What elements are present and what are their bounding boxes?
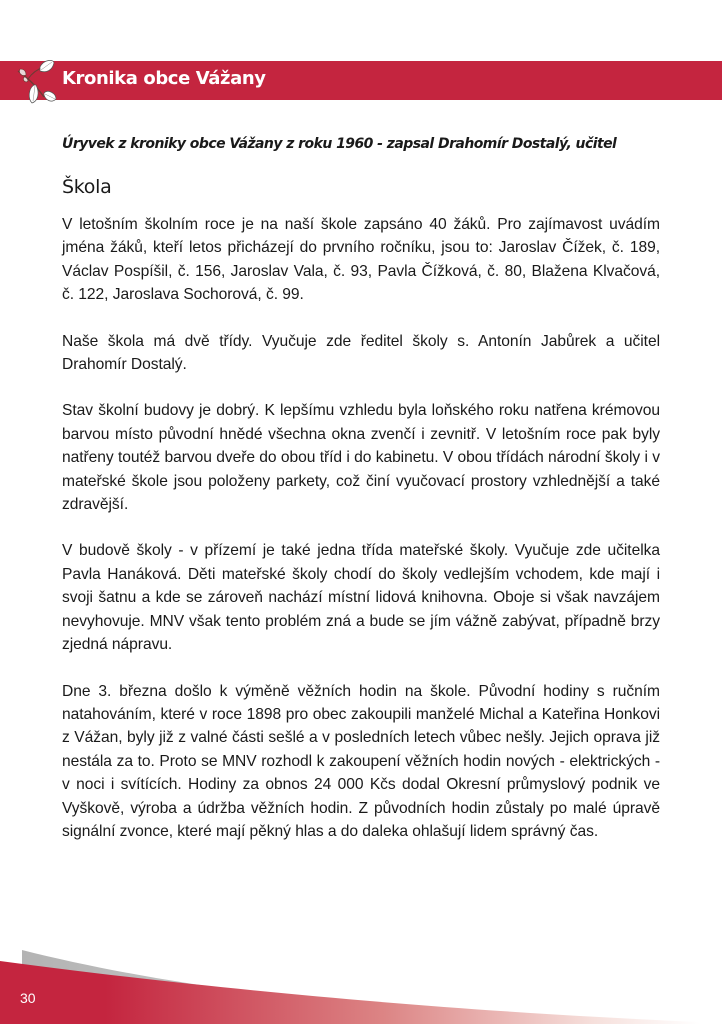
header-title: Kronika obce Vážany bbox=[62, 68, 266, 89]
header-bar bbox=[0, 61, 722, 100]
birch-branch-icon bbox=[14, 57, 58, 105]
article-paragraph: Naše škola má dvě třídy. Vyučuje zde ředitel školy s. Antonín Jabůrek a učitel Drahomír Dostalý. bbox=[62, 332, 660, 374]
article-subtitle: Úryvek z kroniky obce Vážany z roku 1960 - zapsal Drahomír Dostalý, učitel bbox=[62, 136, 617, 152]
article-paragraph: V budově školy - v přízemí je také jedna třída mateřské školy. Vyučuje zde učitelka Pavla Hanáková. Děti mateřské školy chodí do školy vedlejším vchodem, kde mají i svoji šatnu a kde se zároveň nachází místní lidová knihovna. Oboje si však navzájem nevyhovuje. MNV však tento problém zná a bude se jím vážně zabývat, případně brzy zjedná nápravu. bbox=[62, 542, 660, 654]
article-paragraph: Dne 3. března došlo k výměně věžních hodin na škole. Původní hodiny s ručním natahováním, které v roce 1898 pro obec zakoupili manželé Michal a Kateřina Honkovi z Vážan, byly již z valné části sešlé a v posledních letech vůbec nešly. Jejich oprava již nestála za to. Proto se MNV rozhodl k zakoupení věžních hodin nových - elektrických - v noci i svítících. Hodiny za obnos 24 000 Kčs dodal Okresní průmyslový podnik ve Vyškově, výroba a údržba věžních hodin. Z původních hodin zůstaly po malé úpravě signální zvonce, které mají pěkný hlas a do daleka ohlašují lidem správný čas. bbox=[62, 682, 660, 840]
page-number: 30 bbox=[20, 990, 36, 1006]
article-heading: Škola bbox=[62, 176, 112, 198]
article-paragraph: V letošním školním roce je na naší škole zapsáno 40 žáků. Pro zajímavost uvádím jména žáků, kteří letos přicházejí do prvního ročníku, jsou to: Jaroslav Čížek, č. 189, Václav Pospíšil, č. 156, Jaroslav Vala, č. 93, Pavla Čížková, č. 80, Blažena Klvačová, č. 122, Jaroslava Sochorová, č. 99. bbox=[62, 216, 660, 304]
article-paragraph: Stav školní budovy je dobrý. K lepšímu vzhledu byla loňského roku natřena krémovou barvou místo původní hnědé všechna okna zvenčí i zevnitř. V letošním roce pak byly natřeny toutéž barvou dveře do obou tříd i do kabinetu. V obou třídách národní školy i v mateřské škole jsou položeny parkety, což činí vyučovací prostory vzhlednější a také zdravější. bbox=[62, 402, 660, 514]
footer-decoration bbox=[0, 930, 722, 1024]
article bbox=[62, 132, 660, 843]
